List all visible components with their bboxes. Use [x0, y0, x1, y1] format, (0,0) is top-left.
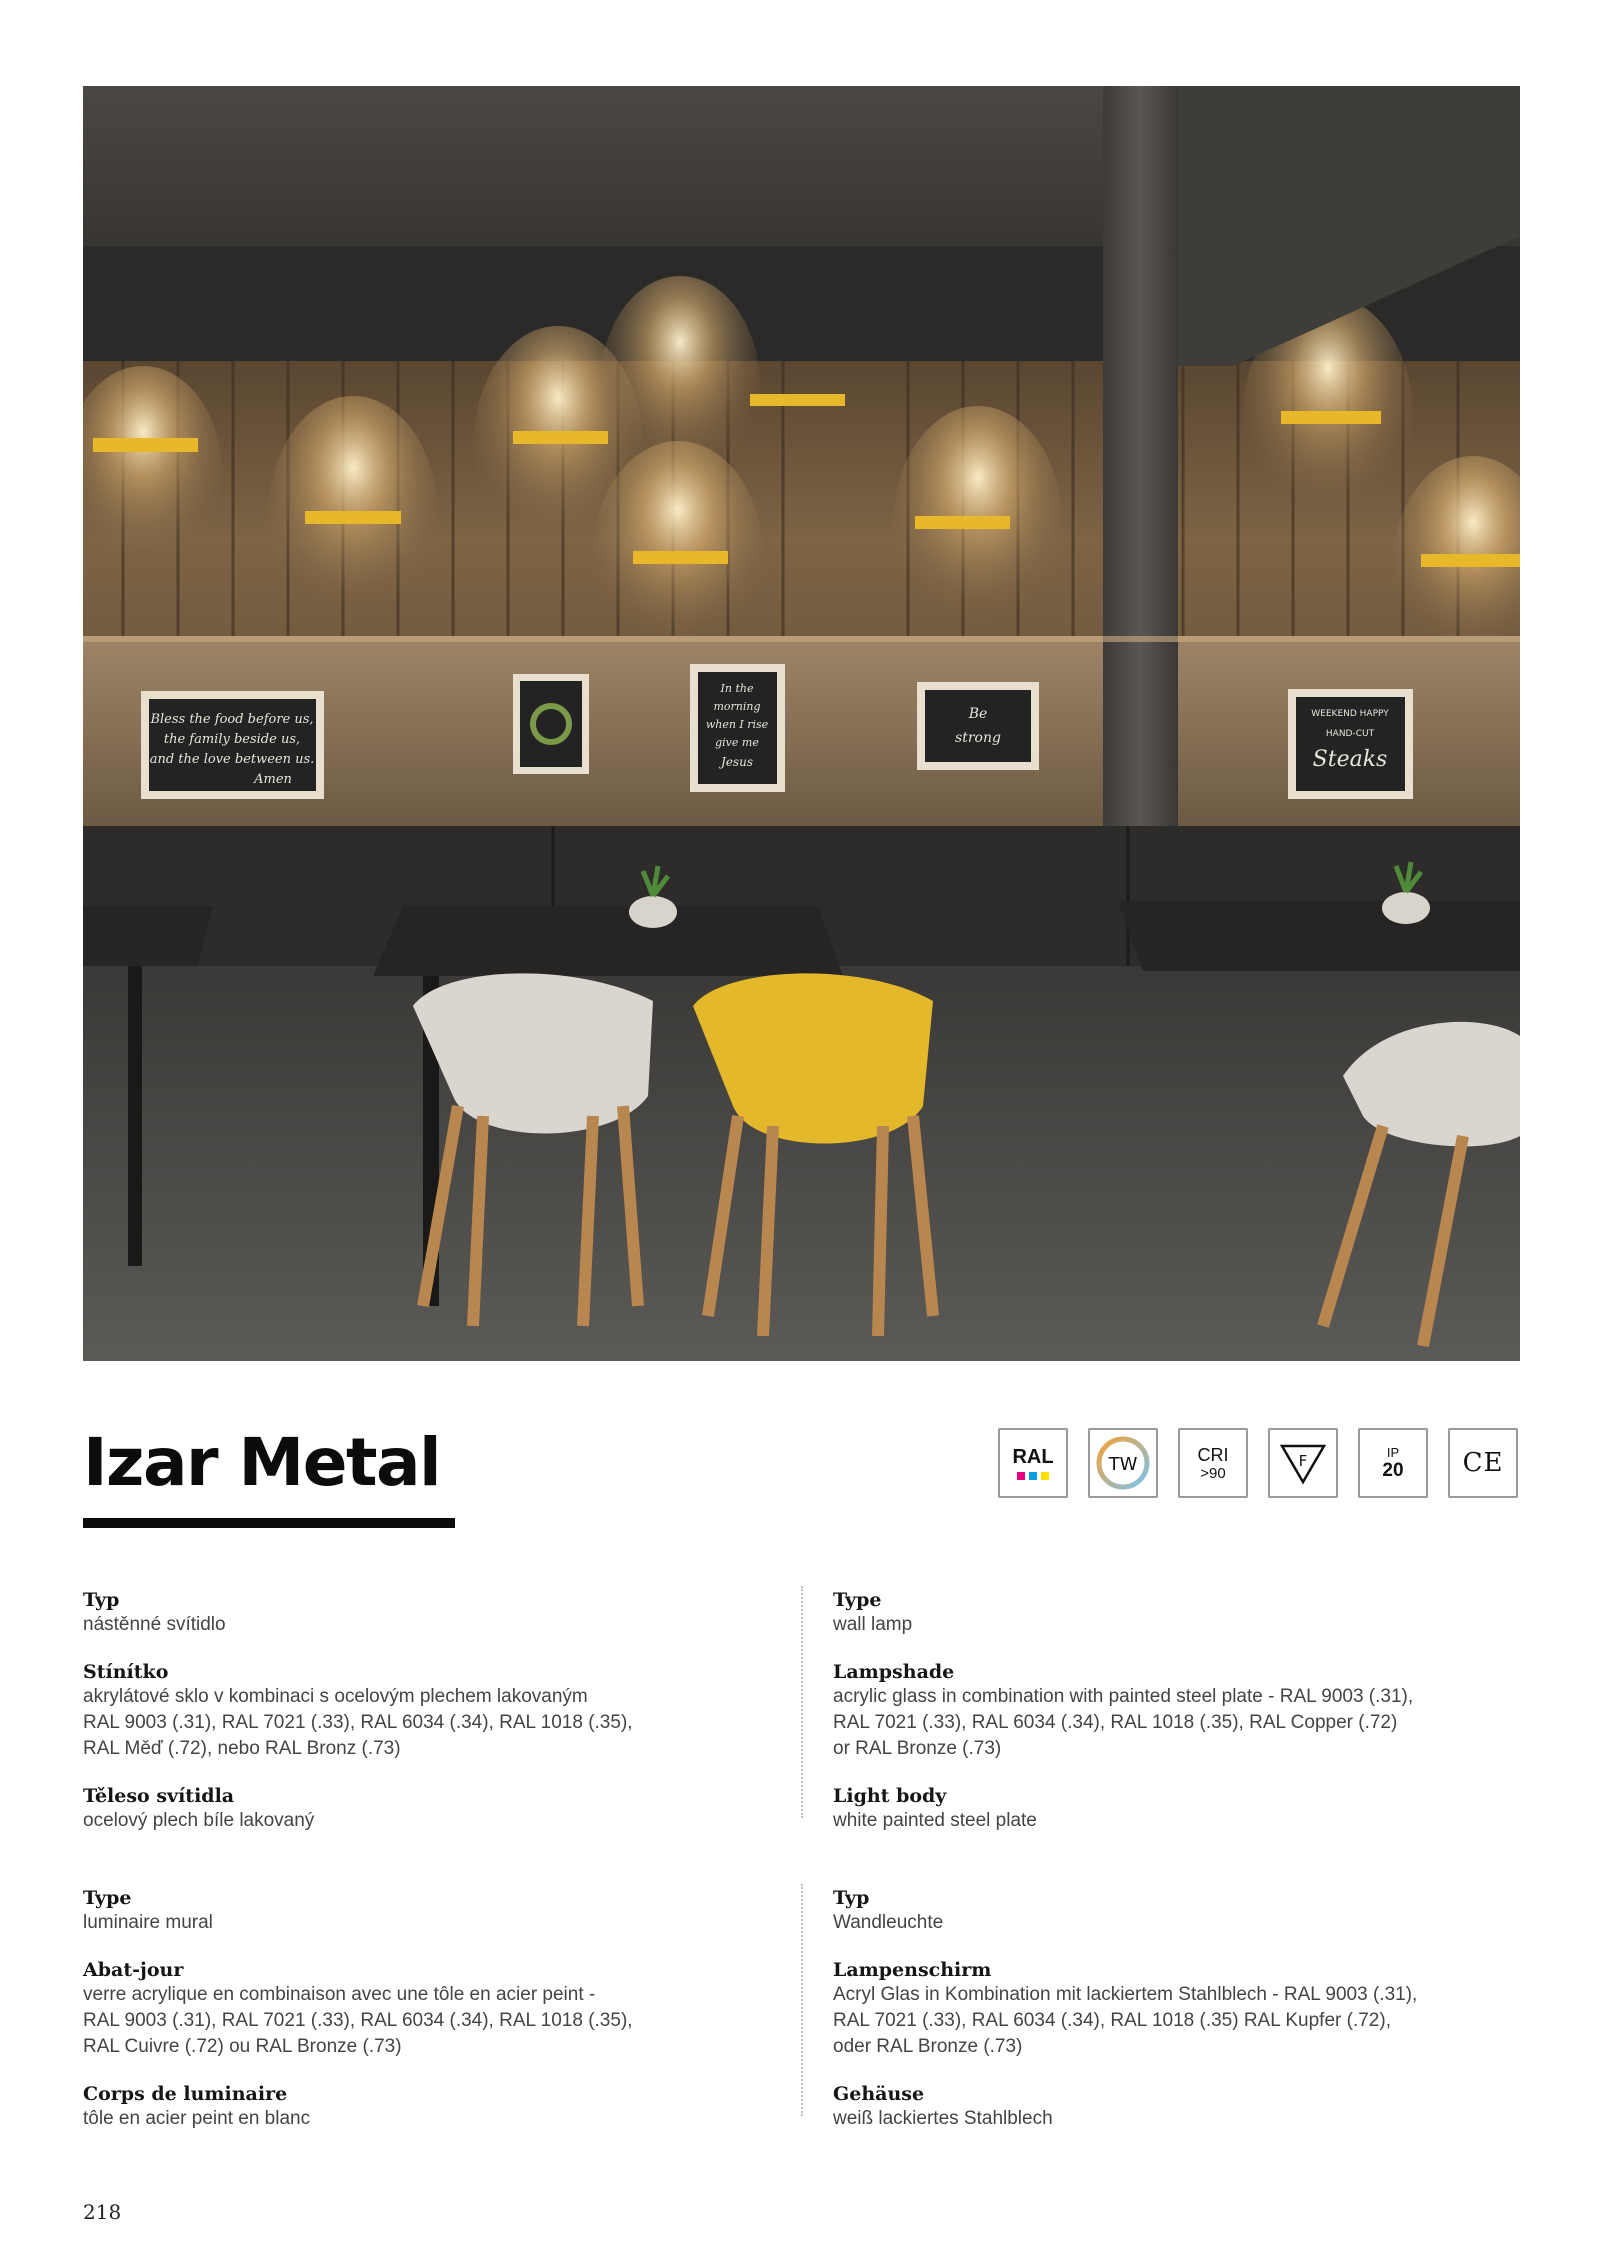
column-divider: [801, 1884, 803, 2116]
feature-icons: [998, 1428, 1520, 1500]
hero-photo: [83, 86, 1520, 1361]
spec-item: Light body white painted steel plate: [833, 1785, 1037, 1831]
svg-text:Steaks: Steaks: [1312, 747, 1388, 772]
ip-rating-icon: IP 20: [1358, 1428, 1428, 1498]
restaurant-interior-illustration: [83, 86, 1520, 1361]
f-mark-icon: [1268, 1428, 1338, 1498]
spec-item: Lampshade acrylic glass in combination with painted steel plate - RAL 9003 (.31), RAL 7021 (.33), RAL 6034 (.34), RAL 1018 (.35), RAL Copper (.72) or RAL Bronze (.73): [833, 1661, 1414, 1759]
specs-de: [833, 1886, 1473, 2154]
spec-item: Typ Wandleuchte: [833, 1887, 944, 1933]
svg-text:the family beside us,: the family beside us,: [163, 732, 301, 747]
spec-item: Těleso svítidla ocelový plech bíle lakovaný: [83, 1785, 315, 1831]
svg-text:Be: Be: [968, 706, 988, 722]
svg-text:strong: strong: [955, 730, 1001, 746]
spec-item: Corps de luminaire tôle en acier peint en blanc: [83, 2083, 311, 2129]
page-number: 218: [83, 2200, 122, 2224]
spec-item: Gehäuse weiß lackiertes Stahlblech: [833, 2083, 1053, 2129]
specs-fr: [83, 1886, 723, 2154]
specs-en: [833, 1588, 1473, 1856]
svg-text:WEEKEND HAPPY: WEEKEND HAPPY: [1311, 709, 1389, 719]
tunable-white-icon: [1088, 1428, 1158, 1498]
specs-cz: [83, 1588, 723, 1856]
ce-mark-icon: CE: [1448, 1428, 1518, 1498]
ral-icon: RAL: [998, 1428, 1068, 1498]
svg-text:and the love between us.: and the love between us.: [149, 752, 315, 767]
title-underline: [83, 1518, 455, 1528]
svg-text:give me: give me: [715, 736, 759, 749]
svg-text:Amen: Amen: [254, 772, 292, 787]
svg-text:In the: In the: [720, 682, 754, 695]
svg-text:HAND-CUT: HAND-CUT: [1325, 729, 1375, 739]
spec-item: Abat-jour verre acrylique en combinaison avec une tôle en acier peint - RAL 9003 (.31), RAL 7021 (.33), RAL 6034 (.34), RAL 1018 (.35), RAL Cuivre (.72) ou RAL Bronze (.73): [83, 1959, 633, 2057]
spec-item: Lampenschirm Acryl Glas in Kombination mit lackiertem Stahlblech - RAL 9003 (.31), RAL 7021 (.33), RAL 6034 (.34), RAL 1018 (.35) RAL Kupfer (.72), oder RAL Bronze (.73): [833, 1959, 1418, 2057]
svg-text:morning: morning: [713, 700, 761, 713]
spec-item: Type luminaire mural: [83, 1887, 213, 1933]
svg-text:when I rise: when I rise: [705, 718, 769, 731]
cri-icon: CRI >90: [1178, 1428, 1248, 1498]
spec-item: Stínítko akrylátové sklo v kombinaci s ocelovým plechem lakovaným RAL 9003 (.31), RAL 7021 (.33), RAL 6034 (.34), RAL 1018 (.35), RAL Měď (.72), nebo RAL Bronz (.73): [83, 1661, 633, 1759]
svg-text:F: F: [1298, 1452, 1308, 1470]
spec-item: Type wall lamp: [833, 1589, 913, 1635]
svg-text:Jesus: Jesus: [721, 755, 753, 769]
svg-text:TW: TW: [1108, 1454, 1138, 1475]
svg-text:Bless the food before us,: Bless the food before us,: [150, 712, 314, 727]
spec-item: Typ nástěnné svítidlo: [83, 1589, 226, 1635]
column-divider: [801, 1586, 803, 1818]
product-title: Izar Metal: [83, 1424, 441, 1501]
